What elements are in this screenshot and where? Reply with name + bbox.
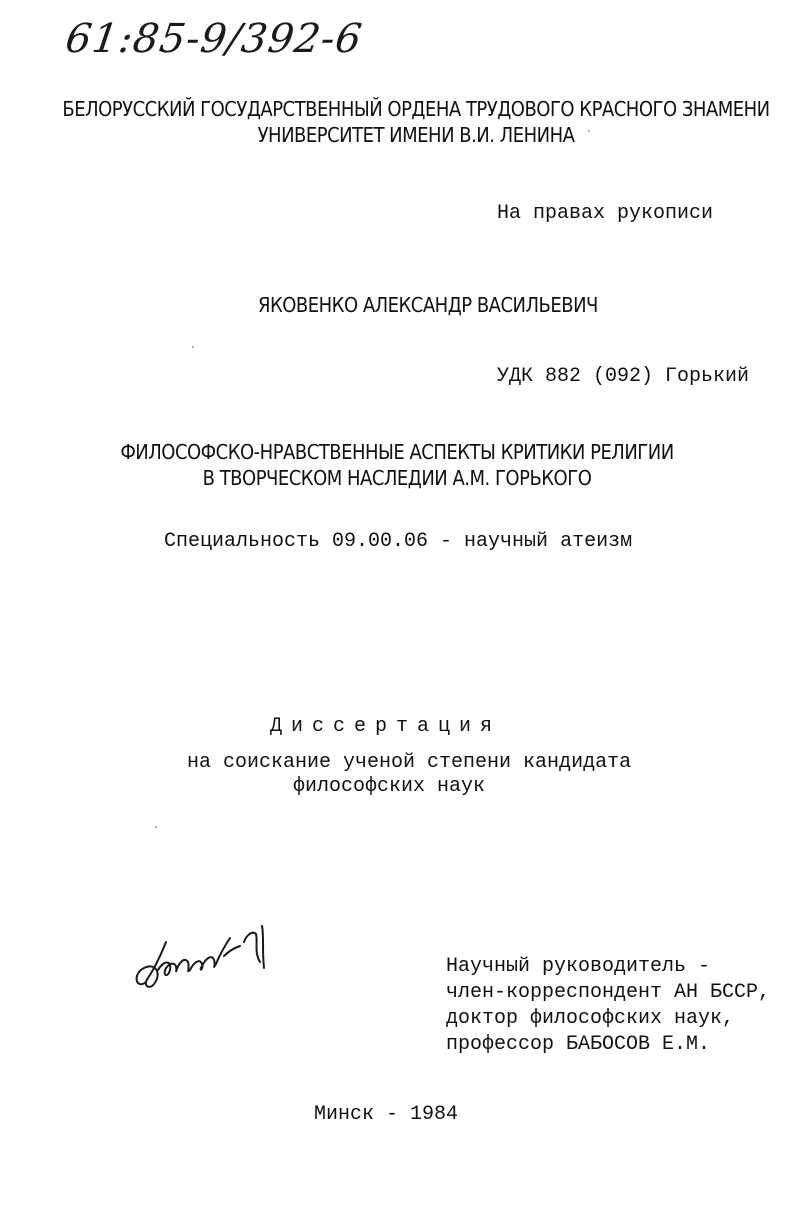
dissertation-purpose-line2: философских наук xyxy=(293,775,486,798)
supervisor-line4: профессор БАБОСОВ Е.М. xyxy=(446,1033,711,1056)
signature xyxy=(128,912,278,1002)
dissertation-purpose-line1: на соискание ученой степени кандидата xyxy=(187,751,632,774)
author-name: ЯКОВЕНКО АЛЕКСАНДР ВАСИЛЬЕВИЧ xyxy=(258,293,598,317)
university-name-line1: БЕЛОРУССКИЙ ГОСУДАРСТВЕННЫЙ ОРДЕНА ТРУДОВОГО КРАСНОГО ЗНАМЕНИ xyxy=(62,97,770,121)
supervisor-line1: Научный руководитель - xyxy=(446,955,711,978)
specialty: Специальность 09.00.06 - научный атеизм xyxy=(164,530,633,553)
footer-city-year: Минск - 1984 xyxy=(314,1103,459,1126)
university-name-line2: УНИВЕРСИТЕТ ИМЕНИ В.И. ЛЕНИНА xyxy=(257,123,575,147)
scan-speck xyxy=(192,346,194,348)
archive-code: 61:85-9/392-6 xyxy=(62,16,366,62)
title-line2: В ТВОРЧЕСКОМ НАСЛЕДИИ А.М. ГОРЬКОГО xyxy=(202,466,592,490)
supervisor-line3: доктор философских наук, xyxy=(446,1007,735,1030)
dissertation-label: Диссертация xyxy=(270,715,502,738)
rights-note: На правах рукописи xyxy=(497,202,714,225)
supervisor-line2: член-корреспондент АН БССР, xyxy=(446,981,771,1004)
udk-code: УДК 882 (092) Горький xyxy=(497,365,750,388)
title-line1: ФИЛОСОФСКО-НРАВСТВЕННЫЕ АСПЕКТЫ КРИТИКИ РЕЛИГИИ xyxy=(120,440,674,464)
scan-speck xyxy=(155,826,157,828)
scan-speck xyxy=(588,130,590,132)
